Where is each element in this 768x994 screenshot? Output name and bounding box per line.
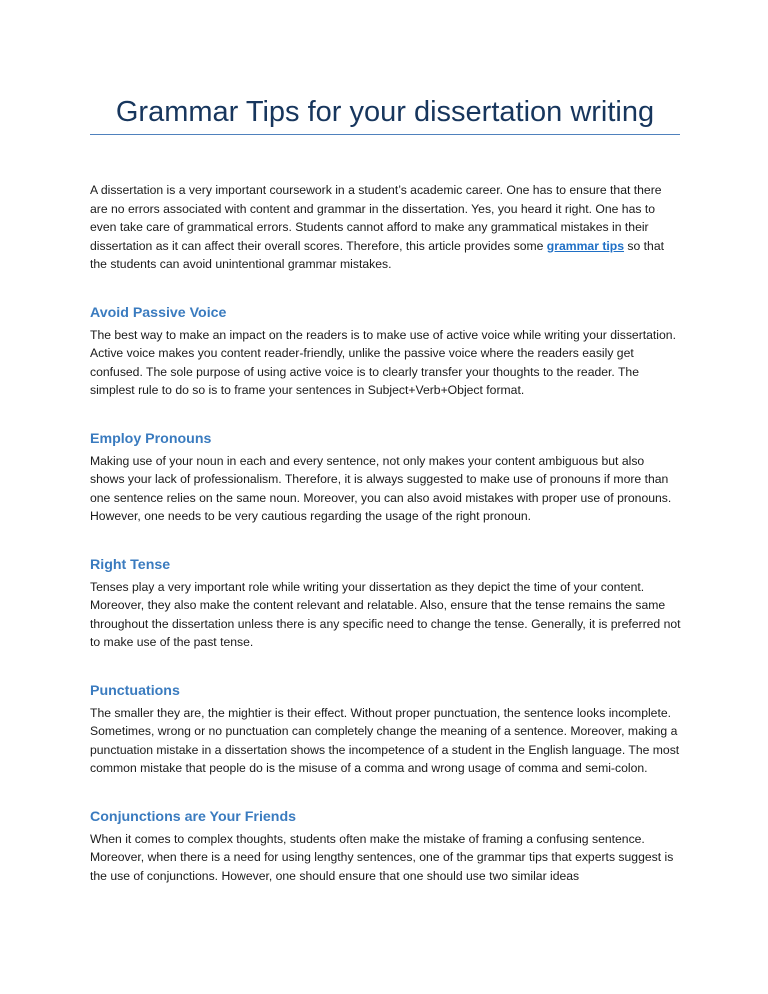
section-heading: Avoid Passive Voice	[90, 304, 227, 321]
section-conjunctions	[90, 808, 682, 886]
document-body	[90, 181, 682, 915]
section-avoid-passive-voice	[90, 304, 682, 400]
section-body: Making use of your noun in each and every sentence, not only makes your content ambiguous but also shows your lack of professionalism. Therefore, it is always suggested to make use of pronouns if more than one sentence relies on the same noun. Moreover, you can also avoid mistakes with proper use of pronouns. However, one needs to be very cautious regarding the usage of the right pronoun.	[90, 453, 672, 523]
section-body: Tenses play a very important role while writing your dissertation as they depict the time of your content. Moreover, they also make the content relevant and relatable. Also, ensure that the tense remains the same throughout the dissertation unless there is any specific need to change the tense. Generally, it is preferred not to make use of the past tense.	[90, 579, 681, 649]
section-body: The smaller they are, the mightier is their effect. Without proper punctuation, the sentence looks incomplete. Sometimes, wrong or no punctuation can completely change the meaning of a sentence. Moreover, making a punctuation mistake in a dissertation shows the incompetence of a student in the English language. The most common mistake that people do is the misuse of a comma and wrong usage of comma and semi-colon.	[90, 705, 680, 775]
intro-text-before-link: A dissertation is a very important coursework in a student’s academic career. One has to ensure that there are no errors associated with content and grammar in the dissertation. Yes, you heard it right. One has to even take care of grammatical errors. Students cannot afford to make any grammatical mistakes in their dissertation as it can affect their overall scores. Therefore, this article provides some	[90, 183, 662, 253]
title-underline	[90, 134, 680, 135]
intro-text-after-link: so that the students can avoid unintentional grammar mistakes.	[90, 238, 664, 271]
section-heading: Right Tense	[90, 556, 171, 573]
section-right-tense	[90, 556, 682, 652]
section-body: When it comes to complex thoughts, students often make the mistake of framing a confusing sentence. Moreover, when there is a need for using lengthy sentences, one of the grammar tips that experts suggest is the use of conjunctions. However, one should ensure that one should use two similar ideas	[90, 831, 674, 883]
section-heading: Employ Pronouns	[90, 430, 212, 447]
intro-paragraph	[90, 181, 682, 274]
section-heading: Punctuations	[90, 682, 180, 699]
section-body: The best way to make an impact on the readers is to make use of active voice while writing your dissertation. Active voice makes you content reader-friendly, unlike the passive voice where the readers easily get confused. The sole purpose of using active voice is to clearly transfer your thoughts to the reader. The simplest rule to do so is to frame your sentences in Subject+Verb+Object format.	[90, 327, 676, 397]
section-punctuations	[90, 682, 682, 778]
page-title: Grammar Tips for your dissertation writing	[115, 96, 655, 128]
section-heading: Conjunctions are Your Friends	[90, 808, 297, 825]
section-employ-pronouns	[90, 430, 682, 526]
grammar-tips-link[interactable]: grammar tips	[546, 238, 625, 253]
